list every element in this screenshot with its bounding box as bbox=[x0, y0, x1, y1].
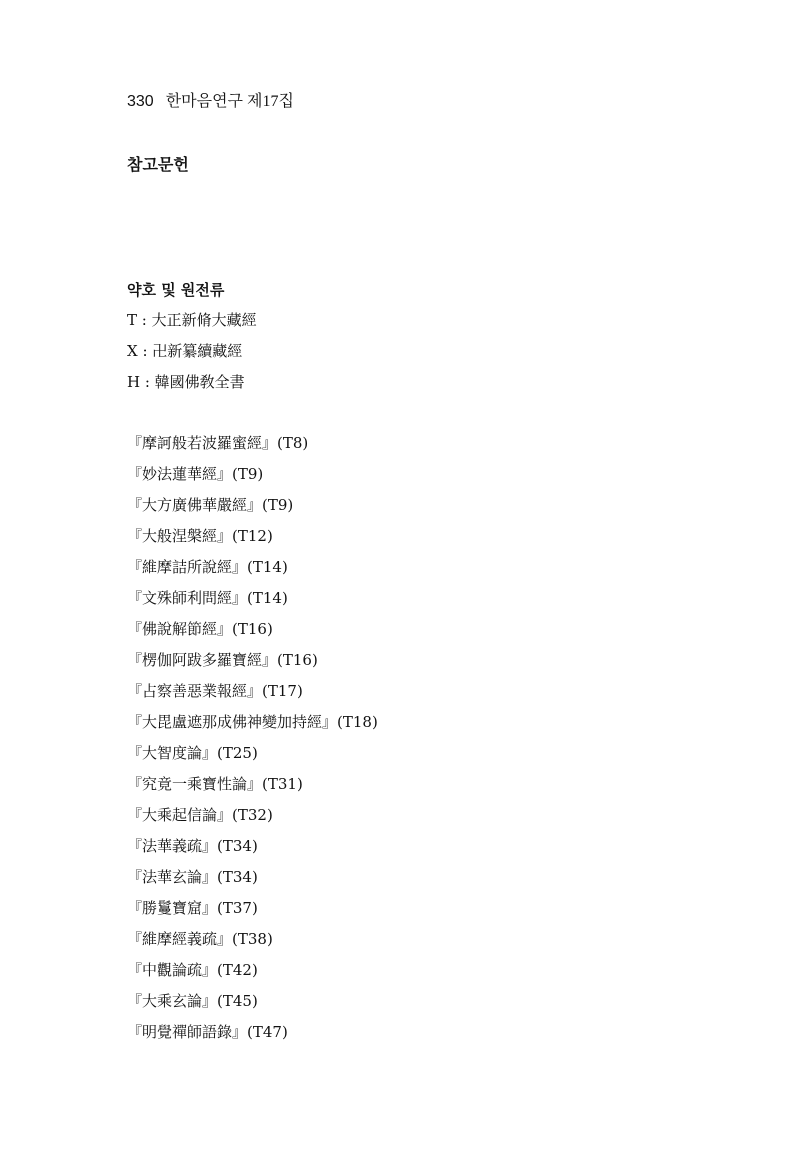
abbreviation-item: T : 大正新脩大藏經 bbox=[127, 311, 257, 329]
section-title: 참고문헌 bbox=[127, 155, 189, 174]
source-item: 『占察善惡業報經』(T17) bbox=[127, 682, 303, 700]
page-number: 330 bbox=[127, 93, 154, 110]
source-item: 『維摩詰所說經』(T14) bbox=[127, 558, 288, 576]
running-header bbox=[127, 88, 294, 111]
source-item: 『大乘起信論』(T32) bbox=[127, 806, 273, 824]
source-item: 『摩訶般若波羅蜜經』(T8) bbox=[127, 434, 309, 452]
source-item: 『文殊師利問經』(T14) bbox=[127, 589, 288, 607]
source-item: 『大般涅槃經』(T12) bbox=[127, 527, 273, 545]
abbreviation-list bbox=[127, 309, 257, 402]
source-item: 『勝鬘寶窟』(T37) bbox=[127, 899, 258, 917]
source-item: 『明覺禪師語錄』(T47) bbox=[127, 1023, 288, 1041]
abbreviations-title: 약호 및 원전류 bbox=[127, 281, 225, 299]
source-list bbox=[127, 432, 378, 1052]
source-item: 『大乘玄論』(T45) bbox=[127, 992, 258, 1010]
source-item: 『維摩經義疏』(T38) bbox=[127, 930, 273, 948]
source-item: 『楞伽阿跋多羅寶經』(T16) bbox=[127, 651, 318, 669]
source-item: 『法華義疏』(T34) bbox=[127, 837, 258, 855]
journal-title: 한마음연구 제17집 bbox=[165, 93, 294, 110]
source-item: 『佛說解節經』(T16) bbox=[127, 620, 273, 638]
source-item: 『大方廣佛華嚴經』(T9) bbox=[127, 496, 294, 514]
source-item: 『究竟一乘寶性論』(T31) bbox=[127, 775, 303, 793]
source-item: 『法華玄論』(T34) bbox=[127, 868, 258, 886]
source-item: 『大智度論』(T25) bbox=[127, 744, 258, 762]
source-item: 『中觀論疏』(T42) bbox=[127, 961, 258, 979]
abbreviation-item: X : 卍新纂續藏經 bbox=[127, 342, 243, 360]
source-item: 『妙法蓮華經』(T9) bbox=[127, 465, 264, 483]
abbreviation-item: H : 韓國佛敎全書 bbox=[127, 373, 245, 391]
source-item: 『大毘盧遮那成佛神變加持經』(T18) bbox=[127, 713, 378, 731]
